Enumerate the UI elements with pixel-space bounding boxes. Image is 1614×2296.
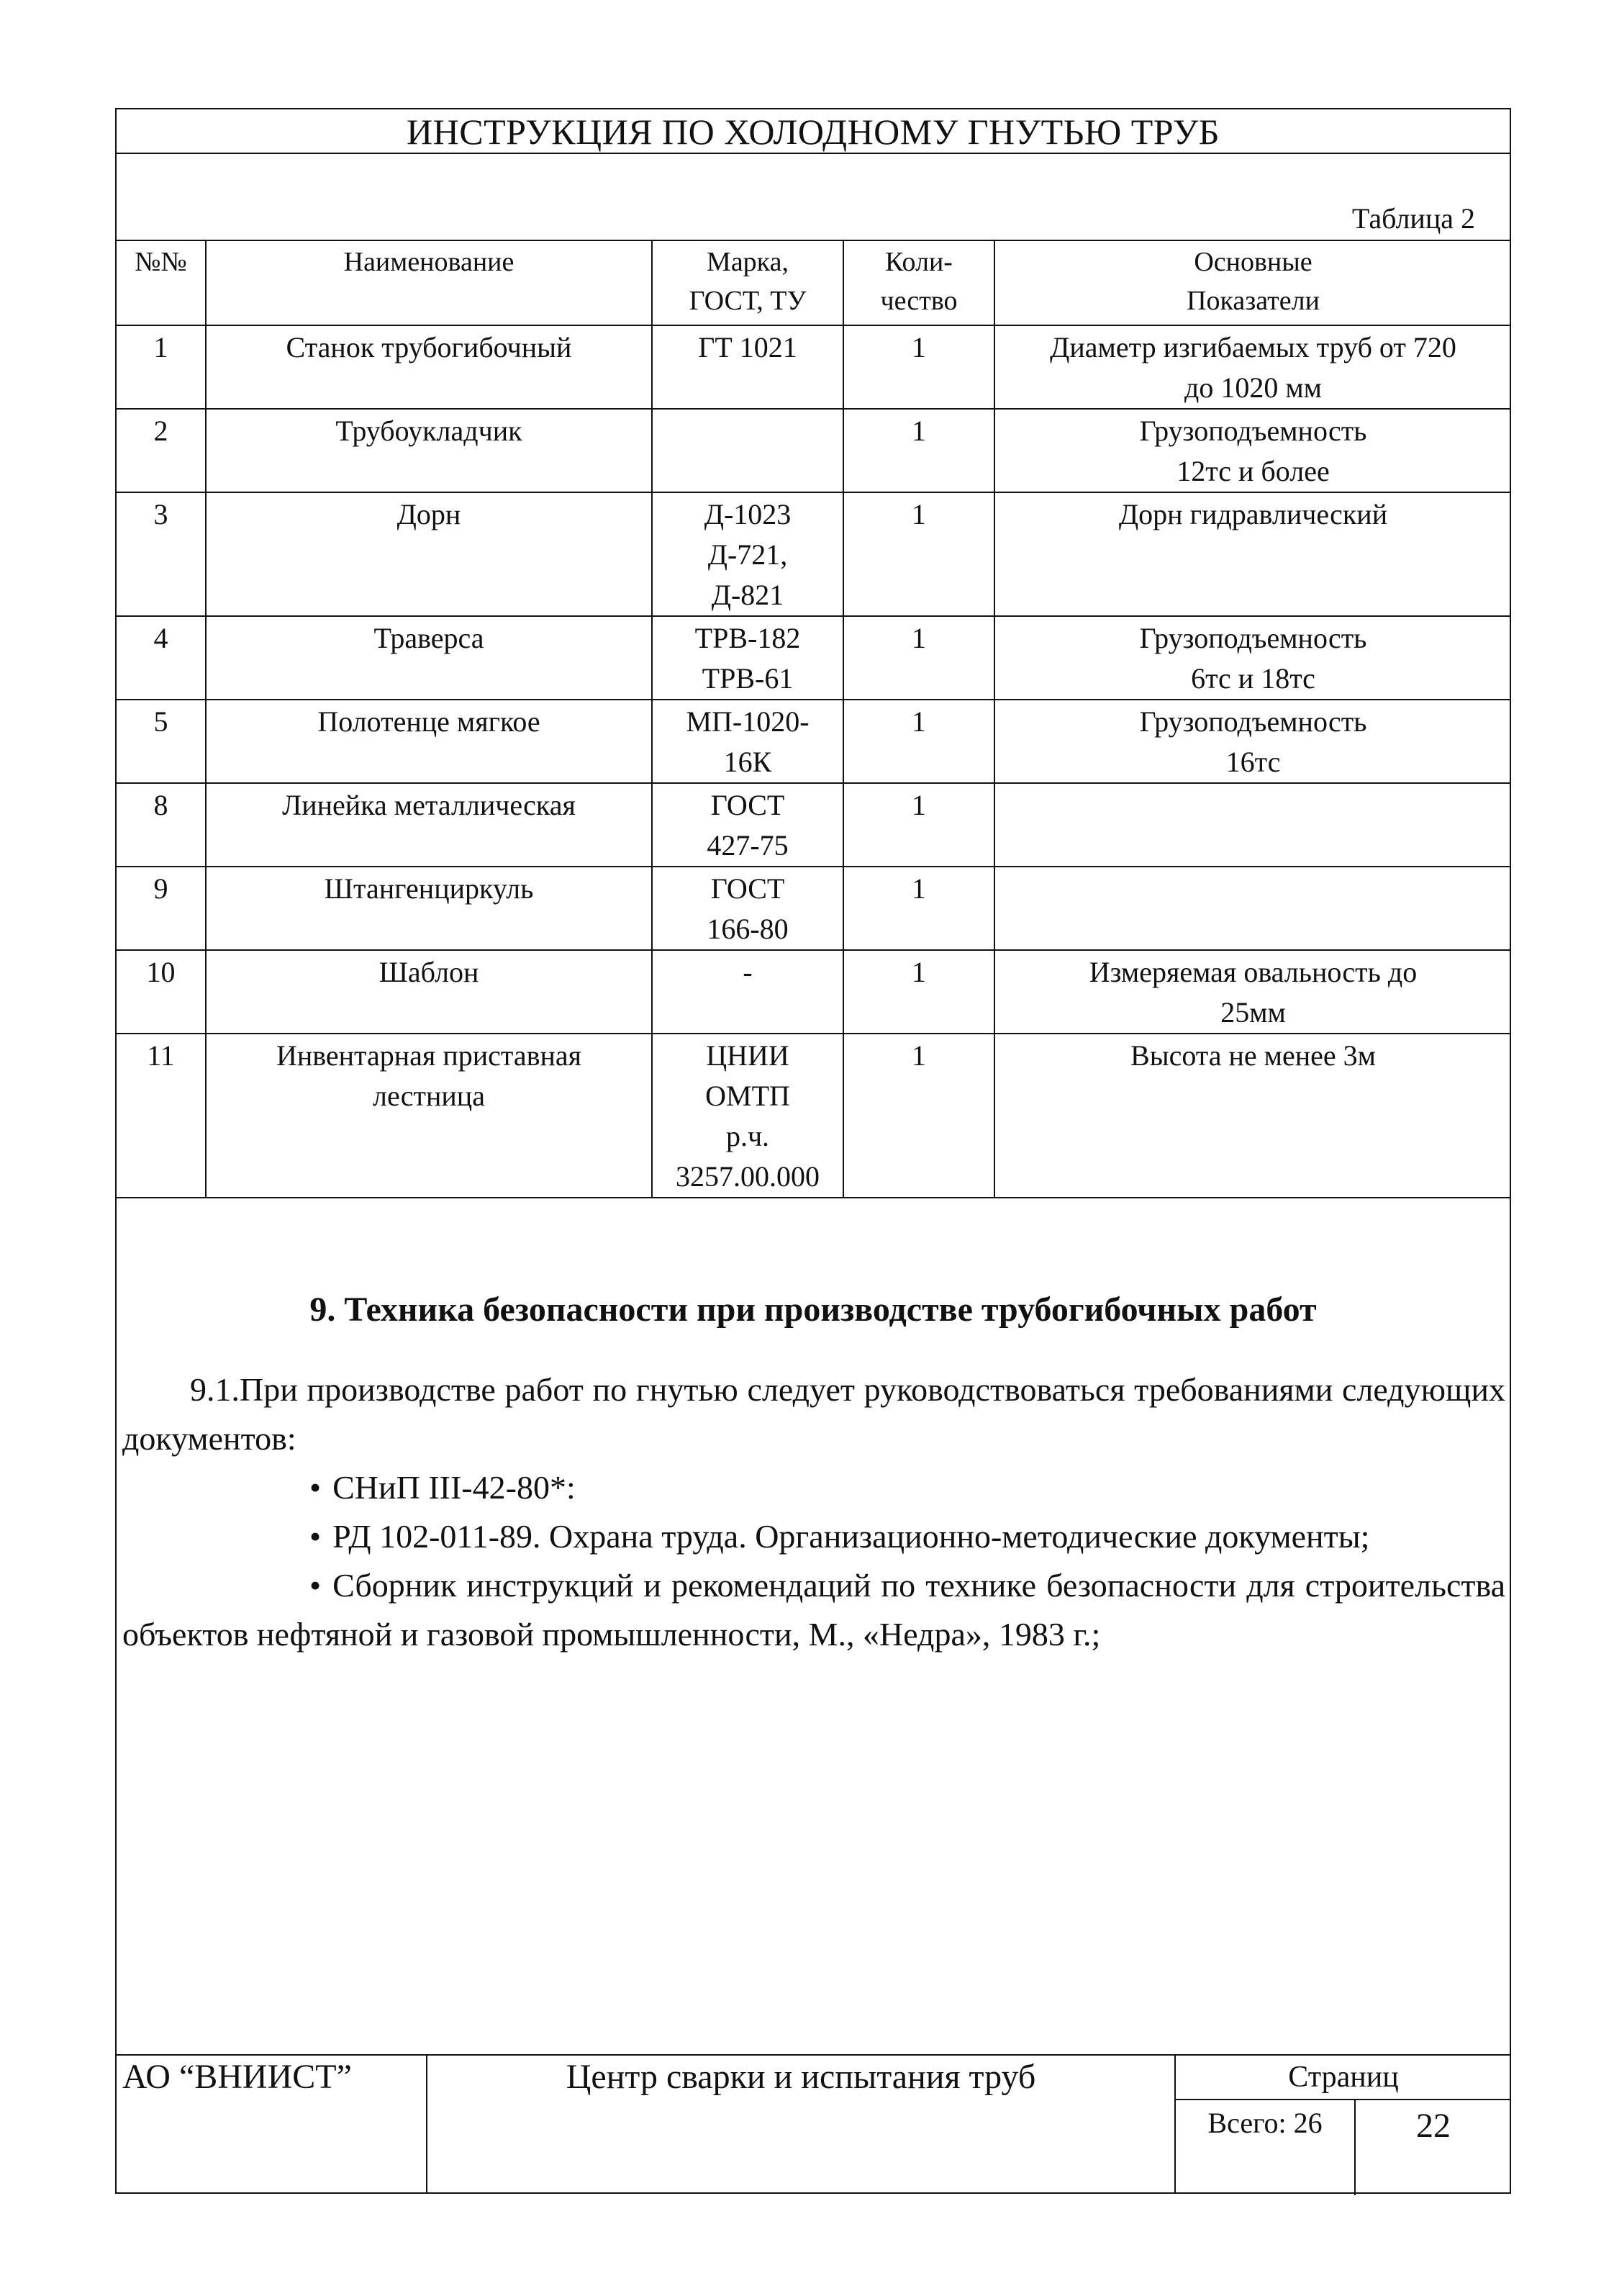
table-row	[117, 616, 1511, 700]
footer-page-number: 22	[1416, 2107, 1451, 2145]
row-specs	[994, 409, 1511, 492]
row-specs-line: Грузоподъемность	[1139, 415, 1367, 447]
row-specs-line: Грузоподъемность	[1139, 622, 1367, 654]
header-quantity	[843, 240, 994, 325]
row-name	[206, 325, 652, 409]
row-mark-line: 16К	[723, 746, 772, 778]
row-name	[206, 700, 652, 783]
row-specs	[994, 867, 1511, 950]
table-caption: Таблица 2	[1351, 202, 1475, 235]
row-name-line: Дорн	[396, 498, 461, 530]
table-header-row	[117, 240, 1511, 325]
row-specs-line: до 1020 мм	[1184, 371, 1322, 404]
table-row	[117, 409, 1511, 492]
row-specs-line: 25мм	[1220, 996, 1286, 1029]
header-specs-line-1: Основные	[1194, 247, 1312, 277]
row-mark-line: ОМТП	[705, 1080, 790, 1112]
row-mark-line: ЦНИИ	[706, 1039, 789, 1072]
header-name: Наименование	[206, 240, 652, 325]
row-mark-line: 427-75	[707, 829, 789, 862]
row-specs-line: Диаметр изгибаемых труб от 720	[1050, 331, 1456, 363]
equipment-table	[117, 240, 1511, 1198]
row-name	[206, 409, 652, 492]
header-quantity-line-2: чество	[880, 286, 958, 316]
row-number: 1	[117, 325, 206, 409]
bullet-item	[122, 1463, 1505, 1512]
row-specs	[994, 325, 1511, 409]
row-name-line: Траверса	[373, 622, 484, 654]
footer-pages-label: Страниц	[1176, 2056, 1511, 2100]
row-name	[206, 783, 652, 867]
section-heading: 9. Техника безопасности при производстве трубогибочных работ	[309, 1291, 1317, 1329]
row-name-line: Полотенце мягкое	[317, 705, 540, 738]
row-quantity: 1	[843, 950, 994, 1034]
bullet-icon: •	[309, 1518, 322, 1555]
row-mark-line: ГОСТ	[710, 872, 785, 905]
row-mark	[652, 409, 843, 492]
row-name-line: Штангенциркуль	[324, 872, 534, 905]
row-number: 11	[117, 1034, 206, 1198]
row-name-line: Трубоукладчик	[335, 415, 522, 447]
row-specs	[994, 1034, 1511, 1198]
row-quantity: 1	[843, 700, 994, 783]
row-name	[206, 492, 652, 616]
row-name	[206, 950, 652, 1034]
intro-paragraph: 9.1.При производстве работ по гнутью следует руководствоваться требованиями следующих документов:	[122, 1371, 1505, 1457]
row-mark	[652, 1034, 843, 1198]
row-number: 10	[117, 950, 206, 1034]
row-number: 4	[117, 616, 206, 700]
row-specs	[994, 700, 1511, 783]
row-mark	[652, 700, 843, 783]
row-specs-line: 16тс	[1225, 746, 1281, 778]
row-mark	[652, 950, 843, 1034]
row-quantity: 1	[843, 409, 994, 492]
row-quantity: 1	[843, 1034, 994, 1198]
row-mark-line: -	[743, 956, 753, 988]
table-row	[117, 325, 1511, 409]
row-name	[206, 867, 652, 950]
row-number: 3	[117, 492, 206, 616]
row-specs-line: Измеряемая овальность до	[1089, 956, 1418, 988]
row-name-line: Шаблон	[378, 956, 479, 988]
row-specs	[994, 492, 1511, 616]
table-row	[117, 492, 1511, 616]
footer-total-pages: Всего: 26	[1176, 2100, 1356, 2195]
row-mark-line: Д-821	[711, 579, 784, 611]
row-mark-line: ГТ 1021	[698, 331, 797, 363]
bullet-item	[122, 1512, 1505, 1561]
row-mark-line: ТРВ-182	[694, 622, 801, 654]
header-mark-line-1: Марка,	[707, 247, 789, 277]
header-quantity-line-1: Коли-	[885, 247, 953, 277]
footer	[117, 2054, 1511, 2194]
bullet-icon: •	[309, 1469, 322, 1506]
table-body	[117, 325, 1511, 1198]
row-specs-line: 12тс и более	[1177, 455, 1330, 487]
document-frame	[115, 108, 1511, 2194]
row-mark-line: Д-721,	[707, 538, 788, 571]
row-quantity: 1	[843, 867, 994, 950]
row-specs-line: Дорн гидравлический	[1118, 498, 1388, 530]
row-specs	[994, 783, 1511, 867]
table-row	[117, 950, 1511, 1034]
row-mark-line: р.ч.	[725, 1120, 770, 1152]
table-row	[117, 783, 1511, 867]
table-row	[117, 867, 1511, 950]
row-quantity: 1	[843, 616, 994, 700]
row-mark-line: ГОСТ	[710, 789, 785, 821]
bullet-text: Сборник инструкций и рекомендаций по технике безопасности для строительства объектов нефтяной и газовой промышленности, М., «Недра», 1983 г.;	[122, 1567, 1505, 1653]
document-title: ИНСТРУКЦИЯ ПО ХОЛОДНОМУ ГНУТЬЮ ТРУБ	[117, 109, 1510, 154]
row-specs	[994, 950, 1511, 1034]
row-name-line: Линейка металлическая	[282, 789, 576, 821]
bullet-list	[122, 1463, 1505, 1659]
row-mark	[652, 867, 843, 950]
row-mark	[652, 616, 843, 700]
row-mark-line: Д-1023	[704, 498, 792, 530]
row-mark-line: 3257.00.000	[676, 1160, 820, 1193]
footer-organization: АО “ВНИИСТ”	[117, 2056, 427, 2194]
table-row	[117, 1034, 1511, 1198]
row-mark-line: ТРВ-61	[702, 662, 794, 695]
row-number: 9	[117, 867, 206, 950]
row-specs	[994, 616, 1511, 700]
row-mark	[652, 492, 843, 616]
bullet-text: РД 102-011-89. Охрана труда. Организационно-методические документы;	[332, 1518, 1370, 1555]
footer-department: Центр сварки и испытания труб	[427, 2056, 1176, 2194]
row-quantity: 1	[843, 492, 994, 616]
row-number: 8	[117, 783, 206, 867]
row-name-line: Станок трубогибочный	[286, 331, 572, 363]
bullet-icon: •	[309, 1567, 322, 1604]
header-specs-line-2: Показатели	[1187, 286, 1320, 316]
row-specs-line: 6тс и 18тс	[1191, 662, 1315, 695]
row-mark	[652, 783, 843, 867]
table-row	[117, 700, 1511, 783]
row-number: 5	[117, 700, 206, 783]
row-name-line: Инвентарная приставная	[276, 1039, 582, 1072]
row-mark-line: 166-80	[707, 913, 789, 945]
header-mark-line-2: ГОСТ, ТУ	[689, 286, 807, 316]
section-body	[122, 1365, 1505, 1659]
row-mark	[652, 325, 843, 409]
row-name	[206, 1034, 652, 1198]
row-mark-line: МП-1020-	[686, 705, 810, 738]
row-specs-line: Высота не менее 3м	[1130, 1039, 1376, 1072]
bullet-text: СНиП III-42-80*:	[332, 1469, 576, 1506]
header-mark	[652, 240, 843, 325]
row-specs-line: Грузоподъемность	[1139, 705, 1367, 738]
row-number: 2	[117, 409, 206, 492]
header-num: №№	[117, 240, 206, 325]
bullet-item	[122, 1561, 1505, 1659]
row-quantity: 1	[843, 783, 994, 867]
row-name-line: лестница	[373, 1080, 485, 1112]
row-name	[206, 616, 652, 700]
header-specs	[994, 240, 1511, 325]
row-quantity: 1	[843, 325, 994, 409]
